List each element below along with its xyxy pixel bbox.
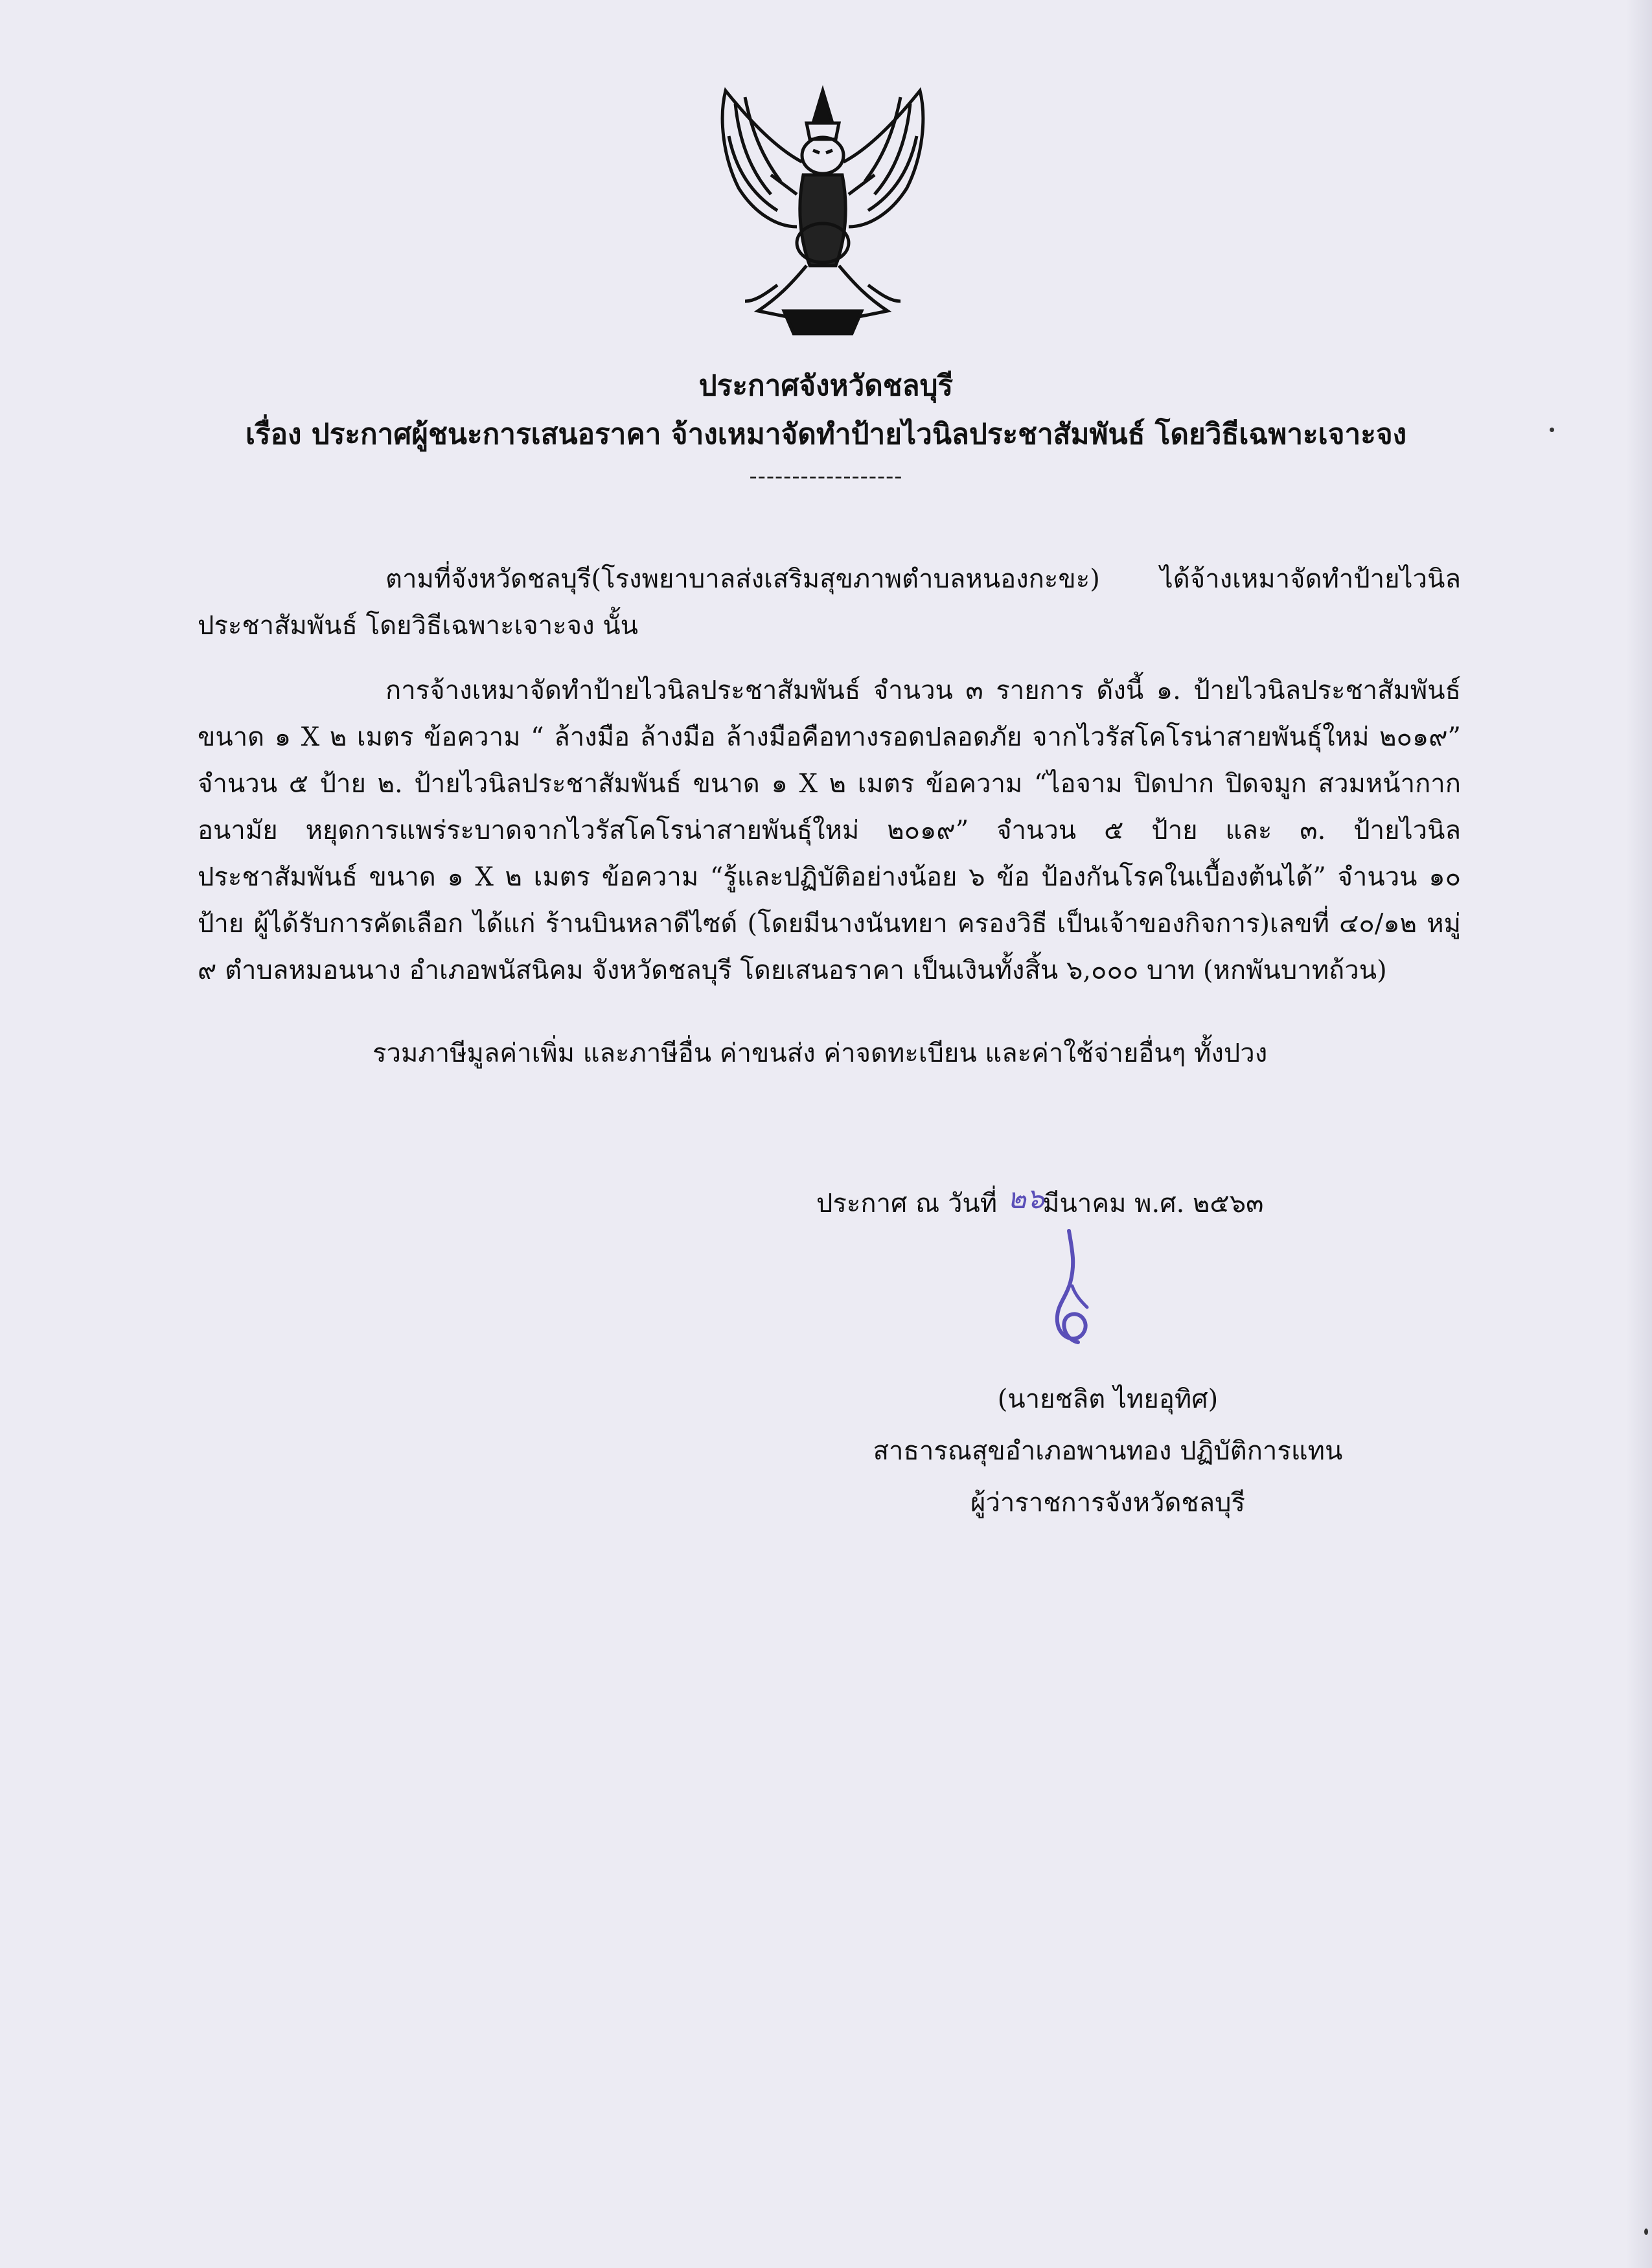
scan-speck bbox=[1644, 2228, 1648, 2235]
body-paragraph-2 bbox=[198, 667, 1461, 994]
announcement-title: ประกาศจังหวัดชลบุรี bbox=[698, 369, 954, 402]
signatory-name: (นายชลิต ไทยอุทิศ) bbox=[997, 1384, 1219, 1414]
date-suffix: มีนาคม พ.ศ. ๒๕๖๓ bbox=[1042, 1189, 1264, 1219]
separator-line: ------------------ bbox=[749, 463, 903, 490]
page-edge-shadow bbox=[1626, 0, 1652, 2268]
body-paragraph-3 bbox=[198, 1030, 1461, 1077]
signatory-position: สาธารณสุขอำเภอพานทอง ปฏิบัติการแทน bbox=[873, 1436, 1343, 1466]
signatory-title: ผู้ว่าราชการจังหวัดชลบุรี bbox=[970, 1488, 1245, 1518]
announcement-subject: เรื่อง ประกาศผู้ชนะการเสนอราคา จ้างเหมาจัดทำป้ายไวนิลประชาสัมพันธ์ โดยวิธีเฉพาะเจาะจง bbox=[245, 418, 1407, 451]
scan-speck bbox=[1550, 428, 1554, 432]
date-prefix: ประกาศ ณ วันที่ bbox=[816, 1189, 998, 1219]
garuda-emblem bbox=[700, 78, 946, 337]
signature-block bbox=[816, 1373, 1399, 1529]
handwritten-day: ๒๖ bbox=[1007, 1182, 1044, 1215]
signature bbox=[1011, 1224, 1127, 1367]
body-paragraph-1 bbox=[198, 556, 1461, 649]
paragraph-3-text: รวมภาษีมูลค่าเพิ่ม และภาษีอื่น ค่าขนส่ง ค่าจดทะเบียน และค่าใช้จ่ายอื่นๆ ทั้งปวง bbox=[373, 1038, 1268, 1068]
paragraph-2-text: การจ้างเหมาจัดทำป้ายไวนิลประชาสัมพันธ์ จำนวน ๓ รายการ ดังนี้ ๑. ป้ายไวนิลประชาสัมพันธ์ ขนาด ๑ X ๒ เมตร ข้อความ “ ล้างมือ ล้างมือ ล้างมือคือทางรอดปลอดภัย จากไวรัสโคโรน่าสายพันธุ์ใหม่ ๒๐๑๙” จำนวน ๕ ป้าย ๒. ป้ายไวนิลประชาสัมพันธ์ ขนาด ๑ X ๒ เมตร ข้อความ “ไอจาม ปิดปาก ปิดจมูก สวมหน้ากากอนามัย หยุดการแพร่ระบาดจากไวรัสโคโรน่าสายพันธุ์ใหม่ ๒๐๑๙” จำนวน ๕ ป้าย และ ๓. ป้ายไวนิลประชาสัมพันธ์ ขนาด ๑ X ๒ เมตร ข้อความ “รู้และปฏิบัติอย่างน้อย ๖ ข้อ ป้องกันโรคในเบื้องต้นได้” จำนวน ๑๐ ป้าย ผู้ได้รับการคัดเลือก ได้แก่ ร้านบินหลาดีไซด์ (โดยมีนางนันทยา ครองวิธี เป็นเจ้าของกิจการ)เลขที่ ๔๐/๑๒ หมู่ ๙ ตำบลหมอนนาง อำเภอพนัสนิคม จังหวัดชลบุรี โดยเสนอราคา เป็นเงินทั้งสิ้น ๖,๐๐๐ บาท (หกพันบาทถ้วน) bbox=[198, 676, 1461, 985]
paragraph-1-text: ตามที่จังหวัดชลบุรี(โรงพยาบาลส่งเสริมสุขภาพตำบลหนองกะขะ) ได้จ้างเหมาจัดทำป้ายไวนิลประชาสัมพันธ์ โดยวิธีเฉพาะเจาะจง นั้น bbox=[198, 564, 1461, 641]
